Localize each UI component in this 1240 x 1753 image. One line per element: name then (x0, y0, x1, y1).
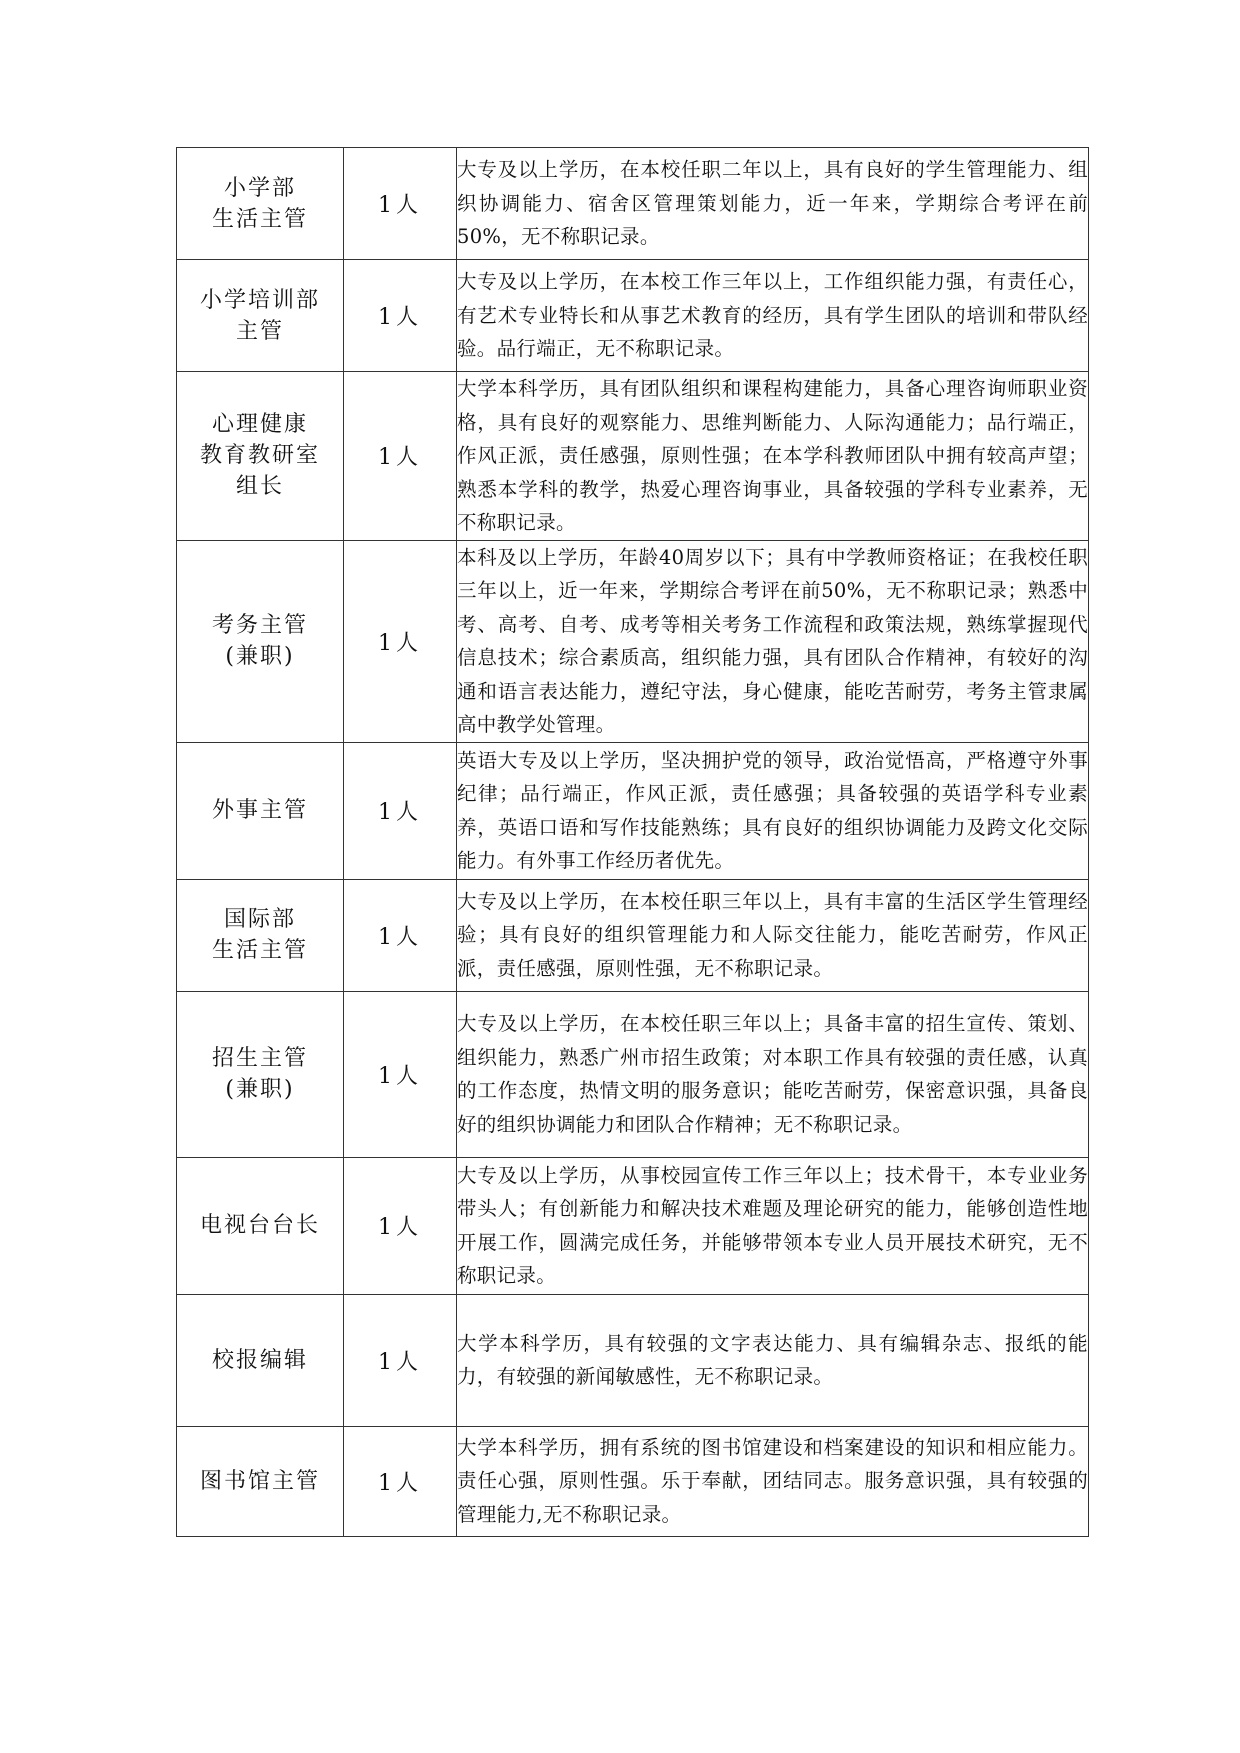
requirements-cell: 大专及以上学历，在本校任职二年以上，具有良好的学生管理能力、组织协调能力、宿舍区管理策划能力，近一年来，学期综合考评在前50%，无不称职记录。 (457, 148, 1089, 260)
requirements-cell: 大专及以上学历，在本校任职三年以上，具有丰富的生活区学生管理经验；具有良好的组织管理能力和人际交往能力，能吃苦耐劳，作风正派，责任感强，原则性强，无不称职记录。 (457, 879, 1089, 991)
position-cell: 心理健康 教育教研室 组长 (177, 372, 344, 541)
position-cell: 外事主管 (177, 742, 344, 879)
requirements-cell: 大学本科学历，拥有系统的图书馆建设和档案建设的知识和相应能力。责任心强，原则性强。乐于奉献，团结同志。服务意识强，具有较强的管理能力,无不称职记录。 (457, 1426, 1089, 1536)
position-cell: 国际部 生活主管 (177, 879, 344, 991)
table-row (177, 1426, 1089, 1536)
count-cell: 1人 (344, 1157, 457, 1294)
count-cell: 1人 (344, 1426, 457, 1536)
count-cell: 1人 (344, 879, 457, 991)
table-row (177, 879, 1089, 991)
table-row (177, 372, 1089, 541)
count-cell: 1人 (344, 372, 457, 541)
requirements-cell: 大专及以上学历，在本校工作三年以上，工作组织能力强，有责任心，有艺术专业特长和从事艺术教育的经历，具有学生团队的培训和带队经验。品行端正，无不称职记录。 (457, 260, 1089, 372)
position-cell: 图书馆主管 (177, 1426, 344, 1536)
position-cell: 电视台台长 (177, 1157, 344, 1294)
requirements-cell: 英语大专及以上学历，坚决拥护党的领导，政治觉悟高，严格遵守外事纪律；品行端正，作风正派，责任感强；具备较强的英语学科专业素养，英语口语和写作技能熟练；具有良好的组织协调能力及跨文化交际能力。有外事工作经历者优先。 (457, 742, 1089, 879)
position-cell: 小学部 生活主管 (177, 148, 344, 260)
position-cell: 招生主管 (兼职) (177, 991, 344, 1157)
position-cell: 校报编辑 (177, 1294, 344, 1426)
count-cell: 1人 (344, 991, 457, 1157)
table-row (177, 742, 1089, 879)
requirements-cell: 大学本科学历，具有较强的文字表达能力、具有编辑杂志、报纸的能力，有较强的新闻敏感性，无不称职记录。 (457, 1294, 1089, 1426)
table-row (177, 1294, 1089, 1426)
count-cell: 1人 (344, 260, 457, 372)
requirements-cell: 大专及以上学历，从事校园宣传工作三年以上；技术骨干，本专业业务带头人；有创新能力和解决技术难题及理论研究的能力，能够创造性地开展工作，圆满完成任务，并能够带领本专业人员开展技术研究，无不称职记录。 (457, 1157, 1089, 1294)
count-cell: 1人 (344, 148, 457, 260)
requirements-cell: 大专及以上学历，在本校任职三年以上；具备丰富的招生宣传、策划、组织能力，熟悉广州市招生政策；对本职工作具有较强的责任感，认真的工作态度，热情文明的服务意识；能吃苦耐劳，保密意识强，具备良好的组织协调能力和团队合作精神；无不称职记录。 (457, 991, 1089, 1157)
requirements-cell: 大学本科学历，具有团队组织和课程构建能力，具备心理咨询师职业资格，具有良好的观察能力、思维判断能力、人际沟通能力；品行端正，作风正派，责任感强，原则性强；在本学科教师团队中拥有较高声望；熟悉本学科的教学，热爱心理咨询事业，具备较强的学科专业素养，无不称职记录。 (457, 372, 1089, 541)
table-row (177, 1157, 1089, 1294)
position-cell: 考务主管 (兼职) (177, 540, 344, 742)
position-cell: 小学培训部 主管 (177, 260, 344, 372)
table-row (177, 540, 1089, 742)
count-cell: 1人 (344, 742, 457, 879)
job-requirements-table (176, 147, 1089, 1537)
table-row (177, 260, 1089, 372)
count-cell: 1人 (344, 540, 457, 742)
requirements-cell: 本科及以上学历，年龄40周岁以下；具有中学教师资格证；在我校任职三年以上，近一年来，学期综合考评在前50%，无不称职记录；熟悉中考、高考、自考、成考等相关考务工作流程和政策法规，熟练掌握现代信息技术；综合素质高，组织能力强，具有团队合作精神，有较好的沟通和语言表达能力，遵纪守法，身心健康，能吃苦耐劳，考务主管隶属高中教学处管理。 (457, 540, 1089, 742)
table-row (177, 148, 1089, 260)
table-row (177, 991, 1089, 1157)
count-cell: 1人 (344, 1294, 457, 1426)
